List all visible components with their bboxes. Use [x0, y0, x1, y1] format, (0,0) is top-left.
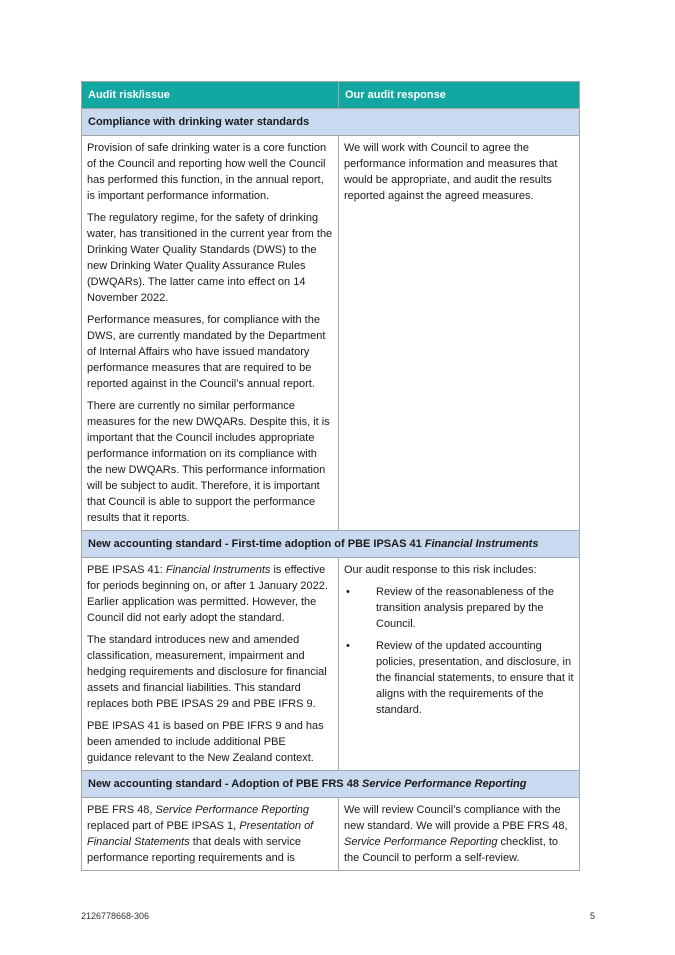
- text-run: We will review Council’s compliance with the new standard. We will provide a PBE FRS 48,: [344, 804, 568, 832]
- bullet-icon: •: [346, 586, 350, 598]
- list-item: [344, 584, 574, 632]
- response-intro: Our audit response to this risk includes:: [344, 564, 537, 576]
- risk-paragraph: Performance measures, for compliance with the DWS, are currently mandated by the Department of Internal Affairs who have issued mandatory performance measures that are required to be reported against in the Council’s annual report.: [87, 314, 326, 390]
- section-title-row: [82, 531, 580, 558]
- section-title-row: [82, 109, 580, 136]
- bullet-text: Review of the updated accounting policies, presentation, and disclosure, in the financial statements, to ensure that it aligns with the requirements of the standard.: [376, 640, 574, 716]
- italic-run: Service Performance Reporting: [155, 804, 309, 816]
- header-audit-risk: Audit risk/issue: [82, 82, 339, 109]
- response-paragraph: We will work with Council to agree the performance information and measures that would be appropriate, and audit the results reported against the agreed measures.: [344, 142, 558, 202]
- document-id: 2126778668-306: [81, 911, 150, 921]
- risk-paragraph: Provision of safe drinking water is a core function of the Council and reporting how well the Council has performed this function, in the annual report, is important performance information.: [87, 142, 327, 202]
- risk-paragraph: The regulatory regime, for the safety of drinking water, has transitioned in the current year from the Drinking Water Quality Standards (DWS) to the new Drinking Water Quality Assurance Rules (DWQARs). The latter came into effect on 14 November 2022.: [87, 212, 333, 304]
- risk-paragraph: There are currently no similar performance measures for the new DWQARs. Despite this, it is important that the Council includes appropriate performance information on its compliance with the new DWQARs. This performance information will be subject to audit. Therefore, it is important that Council is able to support the performance results that it reports.: [87, 400, 330, 524]
- italic-run: Service Performance Reporting: [344, 836, 498, 848]
- section-title-row: [82, 771, 580, 798]
- section-title-ipsas-41: [82, 531, 580, 558]
- table-row: [82, 798, 580, 871]
- audit-risk-table: [81, 81, 580, 871]
- risk-cell-ipsas-41: [82, 558, 339, 771]
- response-cell-drinking-water: [339, 136, 580, 531]
- text-run: PBE IPSAS 41:: [87, 564, 166, 576]
- section-title-text: New accounting standard - Adoption of PBE FRS 48: [88, 778, 362, 790]
- text-run: is effective for periods beginning on, or after 1 January 2022. Earlier application was permitted. However, the Council did not early adopt the standard.: [87, 564, 328, 624]
- section-title-italic: Financial Instruments: [424, 538, 539, 550]
- risk-cell-pbe-frs-48: [82, 798, 339, 871]
- header-audit-response: Our audit response: [339, 82, 580, 109]
- response-cell-pbe-frs-48: [339, 798, 580, 871]
- risk-cell-drinking-water: [82, 136, 339, 531]
- risk-paragraph: The standard introduces new and amended classification, measurement, impairment and hedging requirements and disclosure for financial assets and financial liabilities. This standard replaces both PBE IPSAS 29 and PBE IFRS 9.: [87, 634, 327, 710]
- section-title-italic: Service Performance Reporting: [362, 778, 527, 790]
- text-run: PBE FRS 48,: [87, 804, 156, 816]
- risk-paragraph: [87, 562, 333, 626]
- table-row: [82, 558, 580, 771]
- table-header-row: [82, 82, 580, 109]
- text-run: checklist, to the Council to perform a self-review.: [344, 836, 558, 864]
- response-paragraph: [344, 802, 574, 866]
- table-row: [82, 136, 580, 531]
- response-cell-ipsas-41: [339, 558, 580, 771]
- text-run: replaced part of PBE IPSAS 1,: [87, 820, 240, 832]
- bullet-icon: •: [346, 640, 350, 652]
- section-title-pbe-frs-48: [82, 771, 580, 798]
- page-number: 5: [590, 911, 596, 921]
- bullet-text: Review of the reasonableness of the transition analysis prepared by the Council.: [376, 586, 554, 630]
- section-title-drinking-water: Compliance with drinking water standards: [82, 109, 580, 136]
- text-run: that deals with service performance reporting requirements and is: [87, 836, 301, 864]
- section-title-text: New accounting standard - First-time adoption of PBE IPSAS 41: [88, 538, 425, 550]
- risk-paragraph: [87, 802, 333, 866]
- italic-run: Financial Instruments: [165, 564, 271, 576]
- risk-paragraph: PBE IPSAS 41 is based on PBE IFRS 9 and has been amended to include additional PBE guidance relevant to the New Zealand context.: [87, 720, 324, 764]
- italic-run: Presentation of Financial Statements: [87, 820, 314, 848]
- list-item: [344, 638, 574, 718]
- response-bullet-list: [344, 584, 574, 718]
